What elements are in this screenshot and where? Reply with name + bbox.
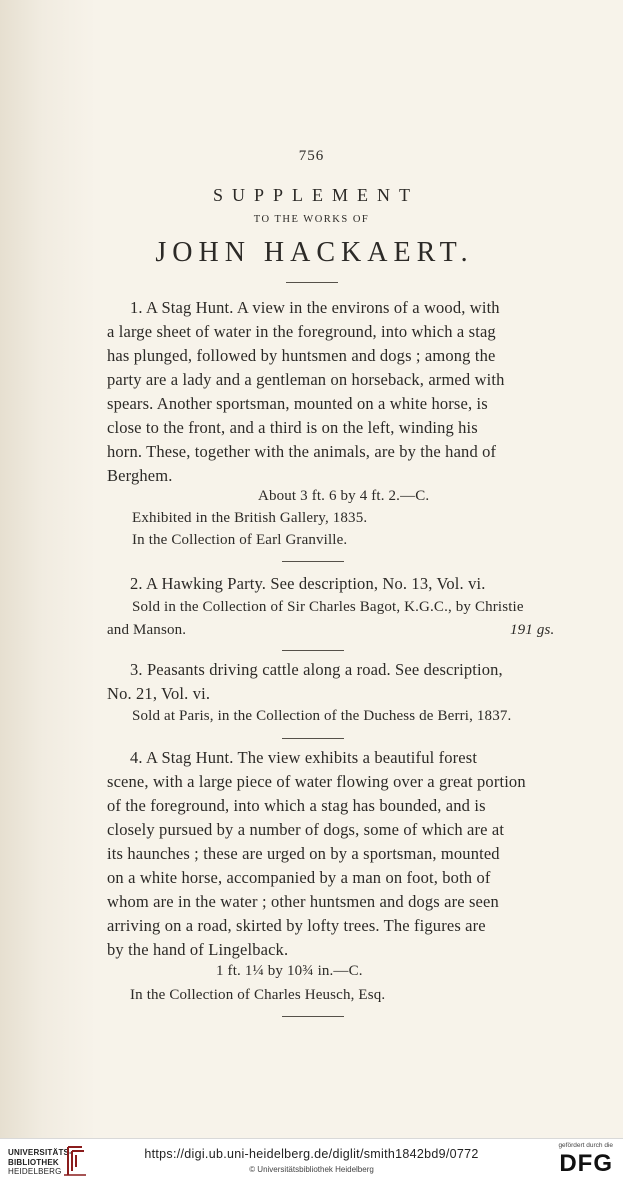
entry-2-line-1: 2. A Hawking Party. See description, No. 13, Vol. vi. bbox=[130, 574, 486, 593]
page-heading: SUPPLEMENT bbox=[212, 185, 419, 205]
entry-1-line-3: has plunged, followed by huntsmen and dogs ; among the bbox=[107, 346, 496, 365]
entry-1-line-8: Berghem. bbox=[107, 466, 173, 485]
dfg-logo[interactable]: DFG bbox=[559, 1150, 613, 1177]
page-number: 756 bbox=[298, 148, 325, 164]
entry-1-note-1: Exhibited in the British Gallery, 1835. bbox=[132, 510, 368, 526]
section-rule-2 bbox=[282, 650, 344, 651]
entry-1-line-6: close to the front, and a third is on the left, winding his bbox=[107, 418, 478, 437]
section-rule-3 bbox=[282, 738, 344, 739]
entry-2-note-2: and Manson. bbox=[107, 622, 187, 638]
entry-2-note-1: Sold in the Collection of Sir Charles Bagot, K.G.C., by Christie bbox=[132, 599, 524, 615]
copyright-notice: © Universitätsbibliothek Heidelberg bbox=[249, 1165, 374, 1174]
viewer-footer bbox=[0, 1138, 623, 1183]
entry-1-line-4: party are a lady and a gentleman on horseback, armed with bbox=[107, 370, 505, 389]
library-name[interactable]: UNIVERSITÄTS- BIBLIOTHEK HEIDELBERG bbox=[8, 1148, 72, 1176]
entry-4-line-9: by the hand of Lingelback. bbox=[107, 940, 289, 959]
page-edge-shadow bbox=[0, 0, 96, 1138]
entry-4-size: 1 ft. 1¼ by 10¾ in.—C. bbox=[216, 963, 363, 979]
entry-4-line-8: arriving on a road, skirted by lofty trees. The figures are bbox=[107, 916, 486, 935]
permalink-url[interactable]: https://digi.ub.uni-heidelberg.de/diglit/smith1842bd9/0772 bbox=[144, 1147, 479, 1161]
entry-1-line-7: horn. These, together with the animals, are by the hand of bbox=[107, 442, 497, 461]
entry-4-line-5: its haunches ; these are urged on by a sportsman, mounted bbox=[107, 844, 500, 863]
entry-1-line-1: 1. A Stag Hunt. A view in the environs of a wood, with bbox=[130, 298, 500, 317]
page-subheading: TO THE WORKS OF bbox=[253, 214, 370, 225]
title-rule bbox=[286, 282, 338, 283]
artist-name: JOHN HACKAERT. bbox=[155, 237, 474, 268]
section-rule-1 bbox=[282, 561, 344, 562]
entry-1-line-2: a large sheet of water in the foreground, into which a stag bbox=[107, 322, 496, 341]
entry-4-line-4: closely pursued by a number of dogs, some of which are at bbox=[107, 820, 505, 839]
entry-4-line-1: 4. A Stag Hunt. The view exhibits a beautiful forest bbox=[130, 748, 478, 767]
entry-4-line-3: of the foreground, into which a stag has bounded, and is bbox=[107, 796, 486, 815]
entry-4-note-1: In the Collection of Charles Heusch, Esq. bbox=[130, 987, 386, 1003]
entry-4-line-6: on a white horse, accompanied by a man on foot, both of bbox=[107, 868, 491, 887]
entry-4-line-7: whom are in the water ; other huntsmen and dogs are seen bbox=[107, 892, 499, 911]
entry-1-note-2: In the Collection of Earl Granville. bbox=[132, 532, 348, 548]
entry-2-price: 191 gs. bbox=[510, 622, 555, 638]
entry-3-line-1: 3. Peasants driving cattle along a road. See description, bbox=[130, 660, 503, 679]
entry-3-note-1: Sold at Paris, in the Collection of the Duchess de Berri, 1837. bbox=[132, 708, 512, 724]
section-rule-4 bbox=[282, 1016, 344, 1017]
funding-note: gefördert durch die bbox=[558, 1142, 613, 1149]
entry-3-line-2: No. 21, Vol. vi. bbox=[107, 684, 211, 703]
entry-1-size: About 3 ft. 6 by 4 ft. 2.—C. bbox=[258, 488, 430, 504]
entry-1-line-5: spears. Another sportsman, mounted on a white horse, is bbox=[107, 394, 488, 413]
entry-4-line-2: scene, with a large piece of water flowing over a great portion bbox=[107, 772, 526, 791]
